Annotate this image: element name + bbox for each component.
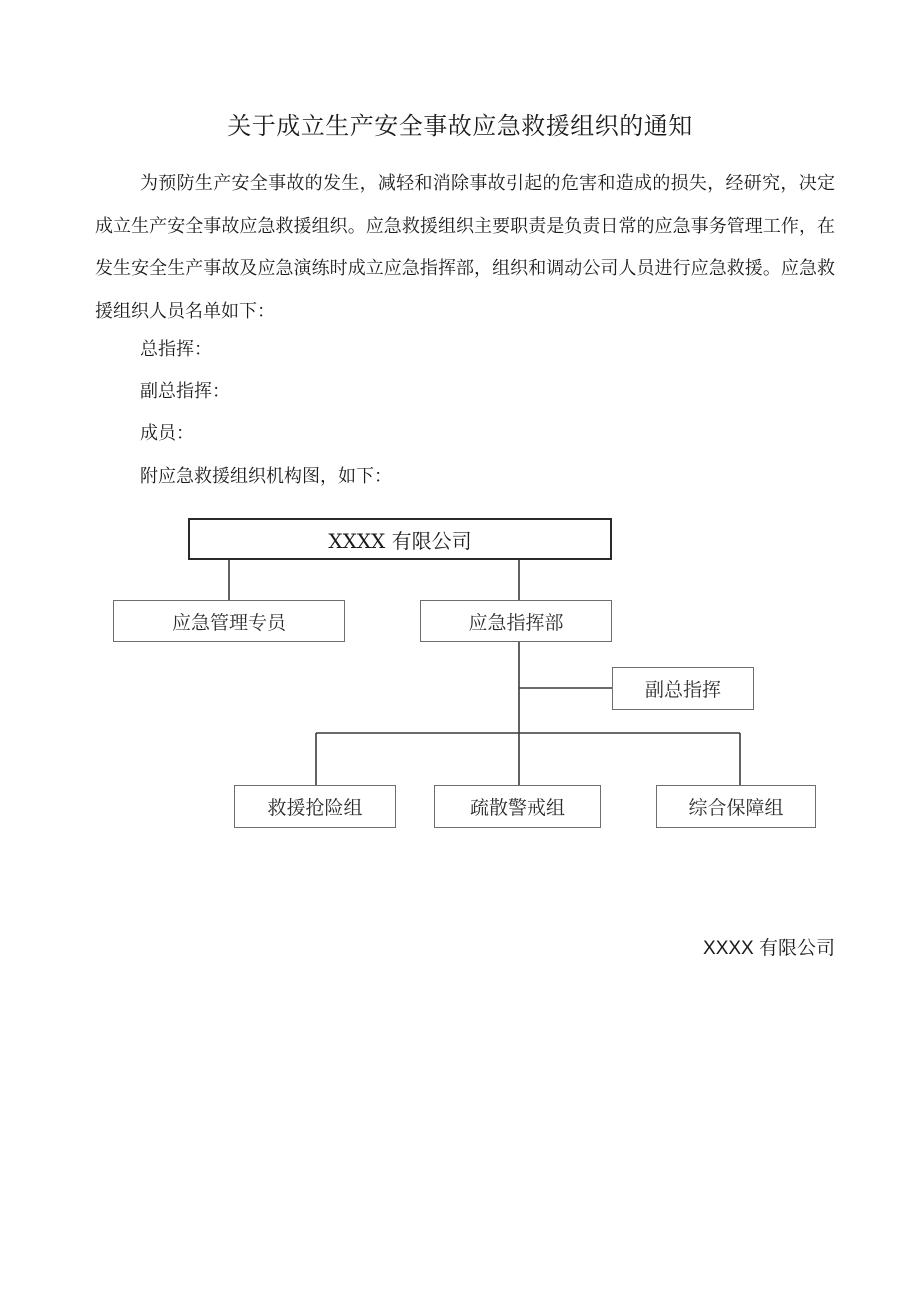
body-paragraph: 为预防生产安全事故的发生，减轻和消除事故引起的危害和造成的损失，经研究，决定成立生产安全事故应急救援组织。应急救援组织主要职责是负责日常的应急事务管理工作，在发生安全生产事故及应急演练时成立应急指挥部，组织和调动公司人员进行应急救援。应急救援组织人员名单如下： (95, 173, 835, 322)
org-node-deputy-commander: 副总指挥 (612, 667, 754, 710)
commander-label: 总指挥： (140, 339, 212, 360)
deputy-commander-label: 副总指挥： (140, 381, 230, 402)
members-label: 成员： (140, 423, 194, 444)
org-node-company: XXXX 有限公司 (188, 518, 612, 560)
signature: XXXX 有限公司 (703, 938, 835, 959)
org-node-emergency-specialist: 应急管理专员 (113, 600, 345, 642)
org-node-emergency-hq: 应急指挥部 (420, 600, 612, 642)
org-node-rescue-group: 救援抢险组 (234, 785, 396, 828)
org-node-evacuation-group: 疏散警戒组 (434, 785, 601, 828)
chart-intro: 附应急救援组织机构图，如下： (140, 466, 392, 487)
notice-title: 关于成立生产安全事故应急救援组织的通知 (227, 112, 693, 140)
org-node-support-group: 综合保障组 (656, 785, 816, 828)
